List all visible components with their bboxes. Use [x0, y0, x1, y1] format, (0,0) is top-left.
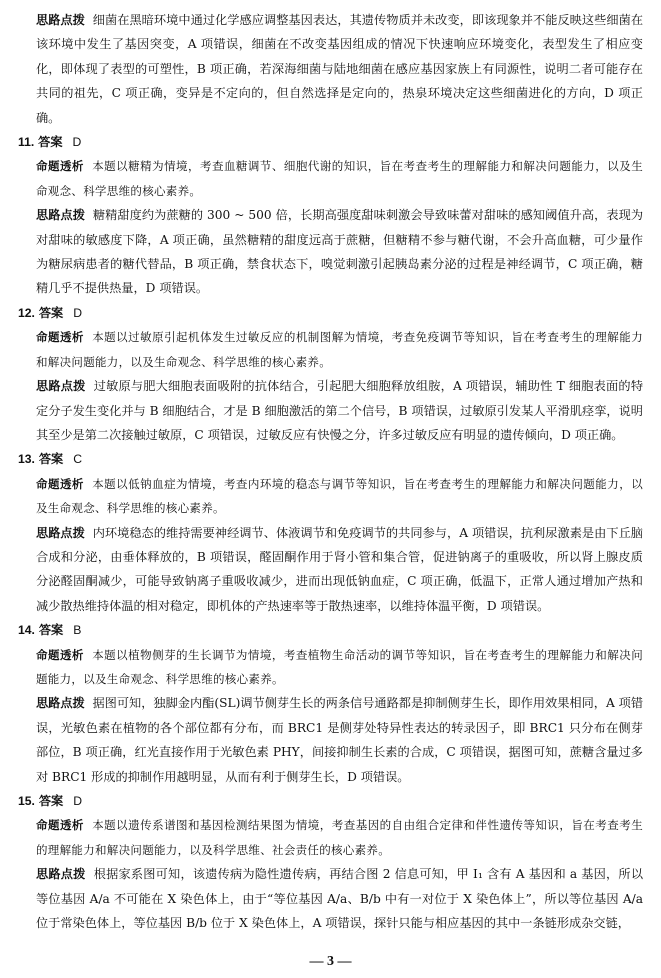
- analysis-label: 思路点拨: [36, 867, 86, 882]
- analysis-label: 思路点拨: [36, 696, 85, 711]
- q12-intro: [18, 325, 643, 374]
- answer-label: 答案: [38, 623, 64, 638]
- answer-value: B: [73, 623, 82, 638]
- question-number: 13.: [18, 452, 35, 467]
- q12-answer: [18, 301, 643, 325]
- intro-text: 本题以过敏原引起机体发生过敏反应的机制图解为情境，考查免疫调节等知识，旨在考查考生的理解能力和解决问题能力，以及生命观念、科学思维的核心素养。: [36, 330, 644, 369]
- analysis-label: 思路点拨: [36, 13, 85, 27]
- intro-label: 命题透析: [36, 476, 84, 491]
- analysis-text: 根据家系图可知，该遗传病为隐性遗传病，再结合图 2 信息可知，甲 Ⅰ₁ 含有 A 基因和 a 基因，所以等位基因 A/a 不可能在 X 染色体上，由于“等位基因 A/a、B/b 中有一对位于 X 染色体上”，所以等位基因 A/a 位于常染色体上，等位基因 B/b 位于 X 染色体上，A 项错误，探针只能与相应基因的其中一条链形成杂交链，: [36, 867, 644, 931]
- question-number: 11.: [18, 135, 35, 150]
- answer-label: 答案: [38, 794, 64, 808]
- q10-analysis: [18, 8, 643, 130]
- q11-intro: [18, 154, 643, 203]
- analysis-label: 思路点拨: [36, 525, 85, 540]
- q12-analysis: [18, 374, 643, 447]
- q11-analysis: [18, 203, 643, 301]
- page-number: — 3 —: [309, 953, 352, 969]
- answer-label: 答案: [38, 305, 64, 320]
- analysis-text: 细菌在黑暗环境中通过化学感应调整基因表达，其遗传物质并未改变，即该现象并不能反映这些细菌在该环境中发生了基因突变，A 项错误，细菌在不改变基因组成的情况下快速响应环境变化，表型发生了相应变化，即体现了表型的可塑性，B 项正确，若深海细菌与陆地细菌在感应基因家族上有同源性，说明二者可能存在共同的祖先，C 项正确，变异是不定向的，但自然选择是定向的，热泉环境决定这些细菌进化的方向，D 项正确。: [36, 13, 644, 125]
- intro-label: 命题透析: [36, 818, 84, 833]
- answer-label: 答案: [38, 452, 64, 467]
- answer-value: D: [72, 135, 82, 150]
- answer-value: D: [73, 794, 83, 808]
- q13-analysis: [18, 521, 643, 619]
- q13-intro: [18, 472, 643, 521]
- answer-value: D: [73, 305, 83, 320]
- q11-answer: [18, 130, 643, 154]
- q14-answer: [18, 618, 643, 642]
- analysis-text: 过敏原与肥大细胞表面吸附的抗体结合，引起肥大细胞释放组胺，A 项错误，辅助性 T 细胞表面的特定分子发生变化并与 B 细胞结合，才是 B 细胞激活的第二个信号，B 项错误，过敏原引发某人平滑肌痉挛，说明其至少是第二次接触过敏原，C 项错误，过敏反应有快慢之分，许多过敏反应有明显的遗传倾向，D 项正确。: [36, 379, 644, 442]
- intro-label: 命题透析: [36, 330, 84, 345]
- analysis-label: 思路点拨: [36, 379, 86, 394]
- answer-label: 答案: [38, 135, 63, 150]
- q15-intro: [18, 813, 643, 862]
- analysis-label: 思路点拨: [36, 208, 85, 223]
- q15-answer: [18, 789, 643, 813]
- intro-text: 本题以遗传系谱图和基因检测结果图为情境，考查基因的自由组合定律和伴性遗传等知识，旨在考查考生的理解能力和解决问题能力，以及科学思维、社会责任的核心素养。: [36, 818, 644, 857]
- question-number: 14.: [18, 623, 35, 638]
- intro-text: 本题以低钠血症为情境，考查内环境的稳态与调节等知识，旨在考查考生的理解能力和解决问题能力，以及生命观念、科学思维的核心素养。: [36, 476, 644, 516]
- answer-value: C: [73, 452, 83, 467]
- question-number: 12.: [18, 305, 35, 320]
- analysis-text: 据图可知，独脚金内酯(SL)调节侧芽生长的两条信号通路都是抑制侧芽生长，即作用效果相同，A 项错误，光敏色素在植物的各个部位都有分布，而 BRC1 是侧芽处特异性表达的转录因子，即 BRC1 只分布在侧芽部位，B 项正确，红光直接作用于光敏色素 PHY，间接抑制生长素的合成，C 项错误，据图可知，蔗糖含量过多对 BRC1 形成的抑制作用越明显，从而有利于侧芽生长，D 项错误。: [36, 696, 644, 784]
- intro-text: 本题以植物侧芽的生长调节为情境，考查植物生命活动的调节等知识，旨在考查考生的理解能力和解决问题能力，以及生命观念、科学思维的核心素养。: [36, 647, 644, 686]
- intro-label: 命题透析: [36, 647, 84, 662]
- question-number: 15.: [18, 794, 35, 808]
- q13-answer: [18, 447, 643, 471]
- intro-label: 命题透析: [36, 159, 84, 174]
- analysis-text: 内环境稳态的维持需要神经调节、体液调节和免疫调节的共同参与，A 项错误，抗利尿激素是由下丘脑合成和分泌，由垂体释放的，B 项错误，醛固酮作用于肾小管和集合管，促进钠离子的重吸收，所以肾上腺皮质分泌醛固酮减少，可能导致钠离子重吸收减少，进而出现低钠血症，C 项正确，低温下，正常人通过增加产热和减少散热维持体温的相对稳定，即机体的产热速率等于散热速率，以维持体温平衡，D 项错误。: [36, 525, 643, 613]
- analysis-text: 糖精甜度约为蔗糖的 300 ~ 500 倍，长期高强度甜味刺激会导致味蕾对甜味的感知阈值升高，表现为对甜味的敏感度下降，A 项正确，虽然糖精的甜度远高于蔗糖，但糖精不参与糖代谢，不会升高血糖，可少量作为糖尿病患者的糖代替品，B 项正确，禁食状态下，嗅觉刺激引起胰岛素分泌的过程是神经调节，C 项正确，糖精几乎不提供热量，D 项错误。: [36, 208, 644, 296]
- q14-intro: [18, 643, 643, 692]
- q15-analysis: [18, 862, 643, 935]
- q14-analysis: [18, 691, 643, 789]
- intro-text: 本题以糖精为情境，考查血糖调节、细胞代谢的知识，旨在考查考生的理解能力和解决问题能力，以及生命观念、科学思维的核心素养。: [36, 159, 644, 198]
